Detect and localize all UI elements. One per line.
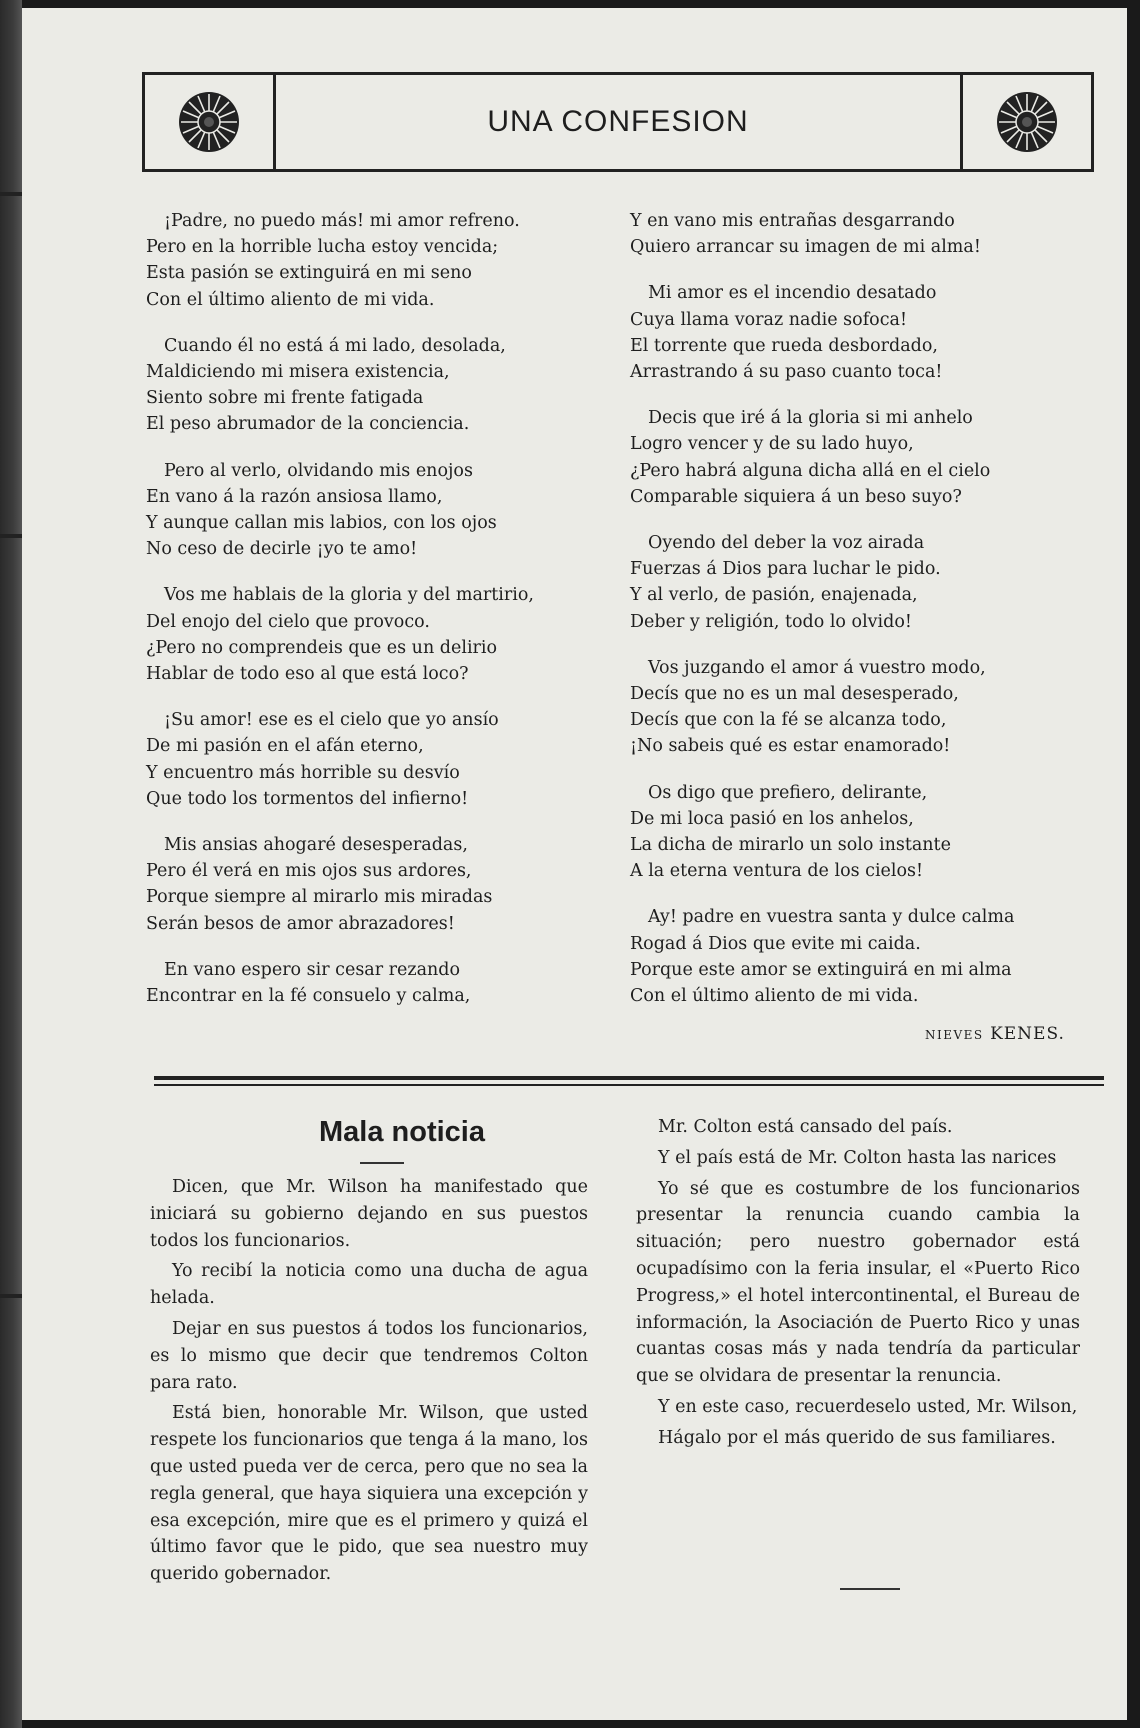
poem-line: Maldiciendo mi misera existencia,: [146, 362, 450, 383]
poem-line: No ceso de decirle ¡yo te amo!: [146, 539, 418, 560]
poem-line: Serán besos de amor abrazadores!: [146, 913, 455, 934]
poem-line: La dicha de mirarlo un solo instante: [630, 835, 951, 856]
poem-title: UNA CONFESION: [487, 105, 749, 138]
poem-line: Ay! padre en vuestra santa y dulce calma: [648, 907, 1015, 928]
poem-line: Hablar de todo eso al que está loco?: [146, 664, 469, 685]
poem-line: Os digo que prefiero, delirante,: [648, 782, 928, 803]
article-paragraph: Yo sé que es costumbre de los funcionarios presentar la renuncia cuando cambia la situación; pero nuestro gobernador está ocupadísimo con la feria insular, el «Puerto Rico Progress,» el hotel intercontinental, el Bureau de información, la Asociación de Puerto Rico y unas cuantas cosas más y nada tendría da particular que se olvidara de presentar la renuncia.: [636, 1178, 1080, 1387]
poem-line: En vano espero sir cesar rezando: [164, 959, 461, 980]
poem-line: Vos juzgando el amor á vuestro modo,: [648, 657, 986, 678]
section-divider-thick: [154, 1076, 1104, 1080]
article-left-column: [150, 1174, 588, 1592]
poem-line: Fuerzas á Dios para luchar le pido.: [630, 559, 941, 580]
poem-line: Quiero arrancar su imagen de mi alma!: [630, 237, 981, 258]
article-paragraph: Dicen, que Mr. Wilson ha manifestado que iniciará su gobierno dejando en sus puestos todos los funcionarios.: [150, 1177, 588, 1251]
poem-line: Vos me hablais de la gloria y del martirio,: [164, 585, 534, 606]
poem-line: Porque siempre al mirarlo mis miradas: [146, 887, 493, 908]
poem-line: ¡Padre, no puedo más! mi amor refreno.: [164, 211, 520, 231]
poem-line: Pero en la horrible lucha estoy vencida;: [146, 237, 499, 258]
poem-stanza: [630, 655, 1090, 760]
poem-stanza: [630, 280, 1090, 385]
poem-line: Logro vencer y de su lado huyo,: [630, 434, 914, 455]
poem-line: Pero al verlo, olvidando mis enojos: [164, 460, 473, 481]
poem-stanza: [146, 957, 586, 1009]
poem-line: De mi loca pasió en los anhelos,: [630, 808, 914, 829]
poem-stanza: [146, 458, 586, 563]
article-paragraph: Dejar en sus puestos á todos los funcionarios, es lo mismo que decir que tendremos Colton para rato.: [150, 1318, 588, 1393]
article-title: Mala noticia: [319, 1116, 485, 1148]
end-rule: [840, 1588, 900, 1590]
poem-stanza: [146, 707, 586, 812]
poem-stanza: [630, 208, 1090, 260]
poem-line: Comparable siquiera á un beso suyo?: [630, 486, 962, 507]
title-ornament-right: [960, 75, 1091, 169]
poem-line: Porque este amor se extinguirá en mi alma: [630, 959, 1012, 980]
article-paragraph: Y el país está de Mr. Colton hasta las narices: [658, 1147, 1057, 1168]
poem-title-box: [142, 72, 1094, 172]
title-underline: [360, 1162, 404, 1164]
poem-line: Arrastrando á su paso cuanto toca!: [630, 362, 943, 383]
poem-line: Mi amor es el incendio desatado: [648, 283, 937, 304]
poem-line: Cuando él no está á mi lado, desolada,: [164, 335, 506, 356]
flower-ornament-icon: [995, 90, 1059, 154]
poem-line: Decís que con la fé se alcanza todo,: [630, 710, 947, 731]
article-paragraph: Y en este caso, recuerdeselo usted, Mr. Wilson,: [658, 1396, 1078, 1417]
poem-line: Que todo los tormentos del infierno!: [146, 788, 469, 809]
article-right-column: [636, 1114, 1080, 1456]
poem-line: Y en vano mis entrañas desgarrando: [630, 211, 955, 231]
poem-stanza: [630, 904, 1090, 1009]
poem-line: Del enojo del cielo que provoco.: [146, 611, 430, 632]
poem-stanza: [146, 208, 586, 313]
poem-line: Deber y religión, todo lo olvido!: [630, 611, 912, 632]
article-paragraph: Yo recibí la noticia como una ducha de agua helada.: [150, 1261, 588, 1309]
article-paragraph: Está bien, honorable Mr. Wilson, que usted respete los funcionarios que tenga á la mano, los que usted pueda ver de cerca, pero que no sea la regla general, que haya siquiera una excepción y esa excepción, mire que es el primero y quizá el último favor que le pido, que sea nuestro muy querido gobernador.: [150, 1403, 588, 1585]
poem-stanza: [146, 582, 586, 687]
poem-stanza: [146, 832, 586, 937]
poem-line: Pero él verá en mis ojos sus ardores,: [146, 861, 472, 882]
section-divider-thin: [154, 1084, 1104, 1086]
poem-left-column: [146, 208, 586, 1029]
article-paragraph: Hágalo por el más querido de sus familiares.: [658, 1427, 1056, 1448]
poem-line: A la eterna ventura de los cielos!: [630, 861, 924, 882]
poem-line: Decis que iré á la gloria si mi anhelo: [648, 408, 973, 429]
poem-line: Mis ansias ahogaré desesperadas,: [164, 835, 468, 856]
poem-line: Encontrar en la fé consuelo y calma,: [146, 986, 471, 1007]
poem-line: El torrente que rueda desbordado,: [630, 335, 938, 356]
poem-line: Esta pasión se extinguirá en mi seno: [146, 263, 472, 284]
poem-line: Decís que no es un mal desesperado,: [630, 684, 959, 705]
flower-ornament-icon: [177, 90, 241, 154]
poem-line: Siento sobre mi frente fatigada: [146, 388, 424, 409]
poem-line: Con el último aliento de mi vida.: [146, 289, 435, 310]
magazine-page: [22, 8, 1127, 1720]
poem-line: El peso abrumador de la conciencia.: [146, 414, 470, 435]
signature-last: KENES.: [990, 1024, 1065, 1044]
poem-line: De mi pasión en el afán eterno,: [146, 736, 424, 757]
poem-stanza: [630, 530, 1090, 635]
poem-line: En vano á la razón ansiosa llamo,: [146, 486, 443, 507]
poem-right-column: [630, 208, 1090, 1029]
poem-stanza: [630, 405, 1090, 510]
poem-stanza: [146, 333, 586, 438]
poem-line: Y al verlo, de pasión, enajenada,: [630, 585, 918, 606]
poem-line: Y aunque callan mis labios, con los ojos: [146, 513, 497, 534]
poem-stanza: [630, 780, 1090, 885]
article-paragraph: Mr. Colton está cansado del país.: [658, 1117, 953, 1137]
poem-line: Cuya llama voraz nadie sofoca!: [630, 309, 907, 330]
book-binding: [0, 0, 22, 1728]
poem-line: Rogad á Dios que evite mi caida.: [630, 933, 921, 954]
poem-line: ¡No sabeis qué es estar enamorado!: [630, 736, 951, 757]
signature-first: NIEVES: [925, 1028, 984, 1042]
poem-line: ¿Pero no comprendeis que es un delirio: [146, 637, 498, 658]
poem-line: Con el último aliento de mi vida.: [630, 986, 919, 1007]
poem-line: ¡Su amor! ese es el cielo que yo ansío: [164, 710, 499, 731]
poem-line: ¿Pero habrá alguna dicha allá en el cielo: [630, 460, 991, 481]
poem-line: Oyendo del deber la voz airada: [648, 533, 925, 554]
poem-signature: [925, 1024, 1065, 1044]
poem-line: Y encuentro más horrible su desvío: [146, 762, 460, 783]
title-ornament-left: [145, 75, 276, 169]
